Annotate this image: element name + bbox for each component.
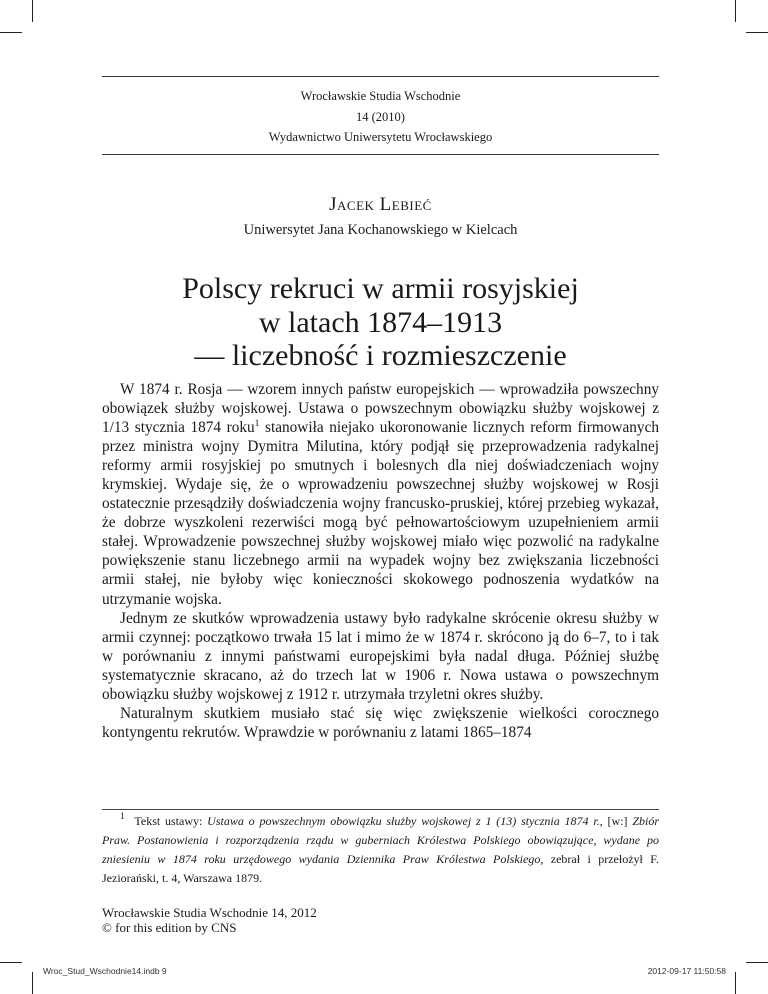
slug-filename: Wroc_Stud_Wschodnie14.indb 9 xyxy=(43,966,167,976)
author-name-text: Jacek Lebieć xyxy=(329,194,432,215)
footnote xyxy=(102,812,659,888)
publisher-name: Wydawnictwo Uniwersytetu Wrocławskiego xyxy=(268,130,493,144)
footnote-text xyxy=(102,812,659,888)
footnote-law-title: Ustawa o powszechnym obowiązku służby wojskowej z 1 (13) stycznia 1874 r. xyxy=(207,814,600,828)
title-line: Polscy rekruci w armii rosyjskiej xyxy=(182,272,579,305)
footnote-suffix: , zebrał i przełożył F. Jeziorański, t. 4, Warszawa 1879. xyxy=(102,852,660,885)
article-body xyxy=(102,380,659,742)
crop-mark xyxy=(32,0,33,22)
footnote-in-label: , [w:] xyxy=(599,814,633,828)
title-line: — liczebność i rozmieszczenie xyxy=(194,339,567,372)
paragraph-text: stanowiła niejako ukoronowanie licznych reform firmowanych przez ministra wojny Dymitra Milutina, który podjął się przeprowadzenia radykalnej reformy armii rosyjskiej po smutnych i bolesnych dla niej doświadczeniach wojny krymskiej. Wydaje się, że o wprowadzeniu powszechnej służby wojskowej w Rosji ostatecznie przesądziły doświadczenia wojny francusko-pruskiej, której przebieg wykazał, że dobrze wyszkoleni rezerwiści mogą być pełnowartościowym uzupełnieniem armii stałej. Wprowadzenie powszechnej służby wojskowej miało więc pozwolić na radykalne powiększenie stanu liczebnego armii na wypadek wojny bez zwiększania liczebności armii stałej, nie byłoby więc konieczności skokowego podnoszenia wydatków na utrzymanie wojska. xyxy=(102,419,660,608)
copyright-line: Wrocławskie Studia Wschodnie 14, 2012 xyxy=(102,905,317,920)
journal-name: Wrocławskie Studia Wschodnie xyxy=(300,89,461,103)
crop-mark xyxy=(735,972,736,994)
footnote-source-title: Zbiór Praw. Postanowienia i rozporządzenia rządu w guberniach Królestwa Polskiego obowiązujące, wydane po zniesieniu w 1874 roku urzędowego wydania Dziennika Praw Królestwa Polskiego xyxy=(102,814,660,866)
footnote-number: 1 xyxy=(120,812,125,822)
article-title xyxy=(102,272,659,373)
footnote-rule xyxy=(102,809,659,810)
copyright-notice xyxy=(102,905,317,935)
paragraph: Jednym ze skutków wprowadzenia ustawy było radykalne skrócenie okresu służby w armii czynnej: początkowo trwała 15 lat i mimo że w 1874 r. skrócono ją do 6–7, to i tak w porównaniu z innymi państwami europejskimi była nadal długa. Później służbę systematycznie skracano, aż do trzech lat w 1906 r. Nowa ustawa o powszechnym obowiązku służby wojskowej z 1912 r. utrzymała trzyletni okres służby. xyxy=(102,609,659,703)
journal-volume: 14 (2010) xyxy=(356,110,405,124)
paragraph-text: W 1874 r. Rosja — wzorem innych państw europejskich — wprowadziła powszechny obowiązek służby wojskowej. Ustawa o powszechnym obowiązku służby wojskowej z 1/13 stycznia 1874 roku xyxy=(102,381,659,437)
author-affiliation: Uniwersytet Jana Kochanowskiego w Kielcach xyxy=(243,222,518,238)
header-bottom-rule xyxy=(102,154,659,155)
footnote-prefix: Tekst ustawy: xyxy=(134,814,208,828)
crop-mark xyxy=(0,32,22,33)
crop-mark xyxy=(735,0,736,22)
crop-mark xyxy=(746,32,768,33)
title-line: w latach 1874–1913 xyxy=(258,305,503,339)
crop-mark xyxy=(746,962,768,963)
header-top-rule xyxy=(102,76,659,77)
author-name xyxy=(102,194,659,216)
slug-timestamp: 2012-09-17 11:50:58 xyxy=(647,966,726,976)
paragraph: Naturalnym skutkiem musiało stać się więc zwiększenie wielkości corocznego kontyngentu rekrutów. Wprawdzie w porównaniu z latami 1865–1874 xyxy=(102,704,659,741)
crop-mark xyxy=(0,962,22,963)
footnote-reference: 1 xyxy=(254,419,260,430)
paragraph xyxy=(102,380,659,609)
crop-mark xyxy=(32,972,33,994)
copyright-line: © for this edition by CNS xyxy=(102,920,237,935)
